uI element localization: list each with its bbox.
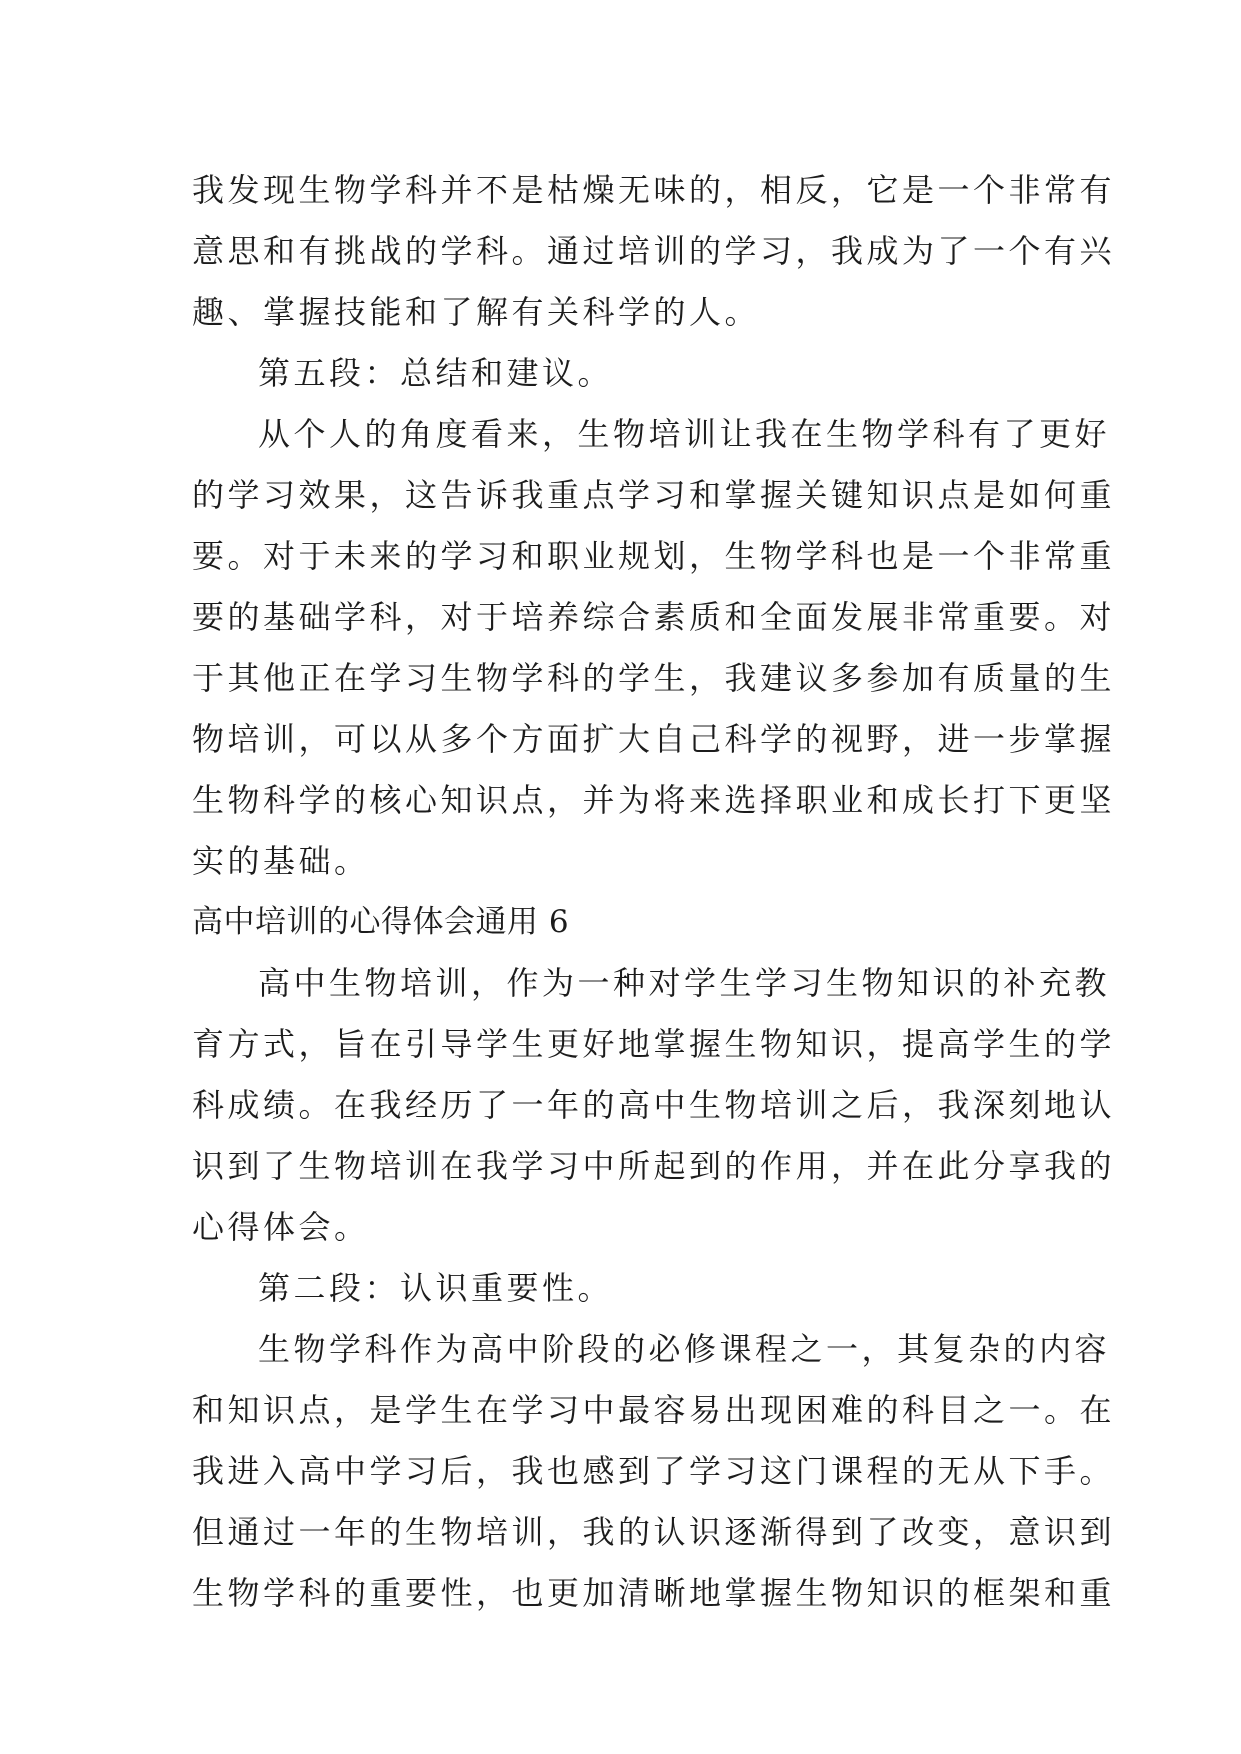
text-line: 高中生物培训，作为一种对学生学习生物知识的补充教 bbox=[258, 964, 1111, 1002]
text-line: 第五段：总结和建议。 bbox=[258, 354, 614, 392]
text-line: 生物科学的核心知识点，并为将来选择职业和成长打下更坚 bbox=[192, 781, 1116, 819]
text-line: 我发现生物学科并不是枯燥无味的，相反，它是一个非常有 bbox=[192, 171, 1116, 209]
text-line: 于其他正在学习生物学科的学生，我建议多参加有质量的生 bbox=[192, 659, 1116, 697]
text-line: 心得体会。 bbox=[192, 1208, 370, 1246]
text-line: 我进入高中学习后，我也感到了学习这门课程的无从下手。 bbox=[192, 1452, 1116, 1490]
text-line: 要的基础学科，对于培养综合素质和全面发展非常重要。对 bbox=[192, 598, 1116, 636]
text-line: 要。对于未来的学习和职业规划，生物学科也是一个非常重 bbox=[192, 537, 1116, 575]
document-body bbox=[192, 160, 1116, 1624]
text-line: 科成绩。在我经历了一年的高中生物培训之后，我深刻地认 bbox=[192, 1086, 1116, 1124]
text-line: 识到了生物培训在我学习中所起到的作用，并在此分享我的 bbox=[192, 1147, 1116, 1185]
text-line: 从个人的角度看来，生物培训让我在生物学科有了更好 bbox=[258, 415, 1111, 453]
section-heading: 高中培训的心得体会通用 6 bbox=[192, 904, 570, 940]
text-line: 第二段：认识重要性。 bbox=[258, 1269, 614, 1307]
text-line: 趣、掌握技能和了解有关科学的人。 bbox=[192, 293, 761, 331]
text-line: 但通过一年的生物培训，我的认识逐渐得到了改变，意识到 bbox=[192, 1513, 1116, 1551]
text-line: 育方式，旨在引导学生更好地掌握生物知识，提高学生的学 bbox=[192, 1025, 1116, 1063]
text-line: 实的基础。 bbox=[192, 842, 370, 880]
text-line: 的学习效果，这告诉我重点学习和掌握关键知识点是如何重 bbox=[192, 476, 1116, 514]
text-line: 意思和有挑战的学科。通过培训的学习，我成为了一个有兴 bbox=[192, 232, 1116, 270]
text-line: 生物学科的重要性，也更加清晰地掌握生物知识的框架和重 bbox=[192, 1574, 1116, 1612]
text-line: 生物学科作为高中阶段的必修课程之一，其复杂的内容 bbox=[258, 1330, 1111, 1368]
text-line: 和知识点，是学生在学习中最容易出现困难的科目之一。在 bbox=[192, 1391, 1116, 1429]
text-line: 物培训，可以从多个方面扩大自己科学的视野，进一步掌握 bbox=[192, 720, 1116, 758]
